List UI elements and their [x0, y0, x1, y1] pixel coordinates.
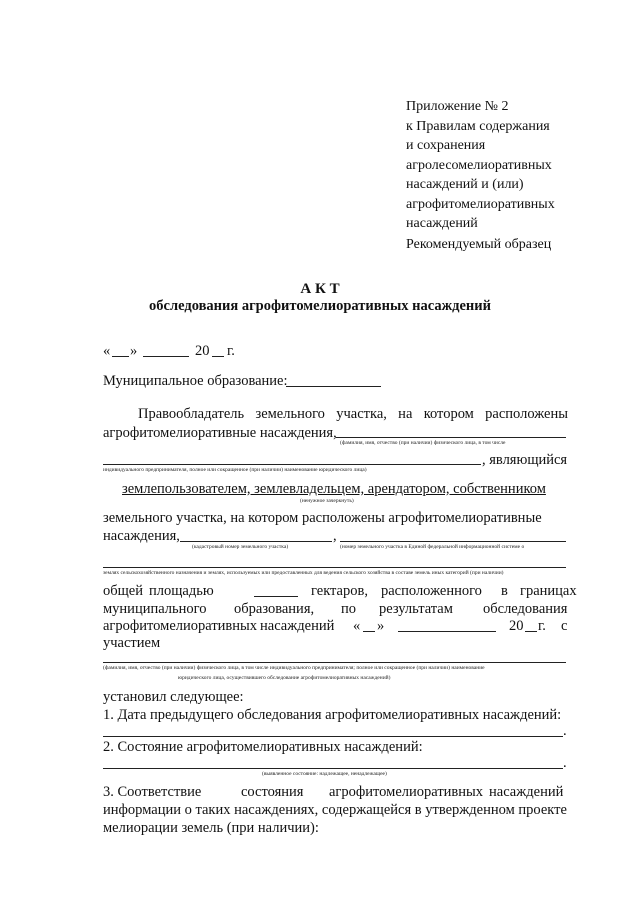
doc-title: А К Т: [300, 281, 340, 297]
owner-name-field[interactable]: [336, 437, 566, 438]
cadastral-hint: (кадастровый номер земельного участка): [192, 544, 289, 550]
area-l3-close: »: [377, 618, 385, 634]
owner-roles-hint: (ненужное зачеркнуть): [300, 498, 354, 504]
owner-hint-1: (фамилия, имя, отчество (при наличии) физического лица, в том числе: [340, 440, 506, 446]
area-l3-year: 20: [509, 618, 524, 634]
date-year-suffix: г.: [227, 343, 235, 359]
participant-hint-2: юридического лица, осуществившего обследование агрофитомелиоративных насаждений): [178, 675, 391, 681]
date-day-field[interactable]: [112, 356, 129, 357]
date-month-field[interactable]: [143, 356, 189, 357]
owner-being: , являющийся: [482, 452, 568, 468]
land-line-1: земельного участка, на котором расположены агрофитомелиоративные: [103, 510, 542, 526]
appendix-line: агрофитомелиоративных: [406, 196, 555, 212]
participant-hint-1: (фамилия, имя, отчество (при наличии) физического лица, в том числе индивидуального предпринимателя; полное или сокращенное (при наличии) наименование: [103, 665, 485, 671]
owner-hint-2: индивидуального предпринимателя, полное или сокращенное (при наличии) наименование юридического лица): [103, 467, 367, 473]
area-w2: площадью: [149, 583, 214, 599]
item3-w4: насаждений: [489, 784, 564, 800]
participant-field[interactable]: [103, 662, 566, 663]
area-year-field[interactable]: [525, 631, 537, 632]
owner-name-field-2[interactable]: [103, 464, 481, 465]
appendix-line: Приложение № 2: [406, 99, 509, 114]
land-number-field-2[interactable]: [103, 567, 566, 568]
item2-dot: .: [563, 755, 567, 771]
land-line-2: насаждения,: [103, 528, 180, 544]
doc-subtitle: обследования агрофитомелиоративных насаждений: [149, 298, 491, 314]
item2-label: 2. Состояние агрофитомелиоративных насаждений:: [103, 739, 423, 755]
area-l3-s: с: [561, 618, 568, 634]
item1-dot: .: [563, 723, 567, 739]
item3-line-2: информации о таких насаждениях, содержащейся в утвержденном проекте: [103, 802, 567, 818]
appendix-line: к Правилам содержания: [406, 118, 550, 134]
item1-field[interactable]: [103, 736, 563, 737]
area-l2-w2: образования,: [234, 601, 315, 617]
area-day-field[interactable]: [363, 631, 375, 632]
item3-w2: состояния: [241, 784, 304, 800]
item3-w3: агрофитомелиоративных: [329, 784, 484, 800]
cadastral-field[interactable]: [180, 541, 332, 542]
date-open-quote: «: [103, 343, 111, 359]
area-w6: границах: [520, 583, 577, 599]
date-year-field[interactable]: [212, 356, 224, 357]
area-w1: общей: [103, 583, 143, 599]
area-l2-w5: обследования: [483, 601, 568, 617]
area-hectares-field[interactable]: [254, 596, 298, 597]
date-year-prefix: 20: [195, 343, 210, 359]
item2-hint: (выявленное состояние: надлежащее, ненадлежащее): [262, 771, 387, 777]
area-l2-w1: муниципального: [103, 601, 207, 617]
land-number-field[interactable]: [340, 541, 566, 542]
owner-roles[interactable]: землепользователем, землевладельцем, арендатором, собственником: [122, 481, 546, 497]
municipal-label: Муниципальное образование:: [103, 373, 288, 389]
item2-field[interactable]: [103, 768, 563, 769]
appendix-block: [406, 97, 555, 234]
appendix-line: агролесомелиоративных: [406, 157, 552, 173]
area-l3-w1: агрофитомелиоративных: [103, 618, 258, 634]
land-number-hint: (номер земельного участка в Единой федеральной информационной системе о: [340, 544, 525, 550]
land-comma: ,: [333, 528, 337, 544]
appendix-line: насаждений и (или): [406, 177, 524, 192]
area-l3-g: г.: [538, 618, 546, 634]
municipal-field[interactable]: [286, 386, 381, 387]
appendix-line: и сохранения: [406, 138, 486, 153]
area-l4: участием: [103, 635, 161, 651]
area-l3-open: «: [353, 618, 361, 634]
area-l3-w2: насаждений: [260, 618, 335, 634]
date-close-quote: »: [130, 343, 138, 359]
owner-line-2: агрофитомелиоративные насаждения,: [103, 425, 337, 441]
sample-label: Рекомендуемый образец: [406, 237, 552, 252]
item3-w1: 3. Соответствие: [103, 784, 202, 800]
appendix-line: насаждений: [406, 216, 478, 231]
established-label: установил следующее:: [103, 689, 244, 705]
area-w4: расположенного: [381, 583, 482, 599]
area-month-field[interactable]: [398, 631, 496, 632]
area-l2-w4: результатам: [379, 601, 453, 617]
area-w3: гектаров,: [311, 583, 368, 599]
owner-line-1: Правообладатель земельного участка, на котором расположены: [138, 406, 568, 422]
item3-line-3: мелиорации земель (при наличии):: [103, 820, 319, 836]
area-w5: в: [501, 583, 508, 599]
area-l2-w3: по: [341, 601, 357, 617]
item1-label: 1. Дата предыдущего обследования агрофитомелиоративных насаждений:: [103, 707, 562, 723]
land-lands-hint: землях сельскохозяйственного назначения и землях, используемых или предоставленных для ведения сельского хозяйства в составе земель иных категорий (при наличии): [103, 570, 504, 576]
